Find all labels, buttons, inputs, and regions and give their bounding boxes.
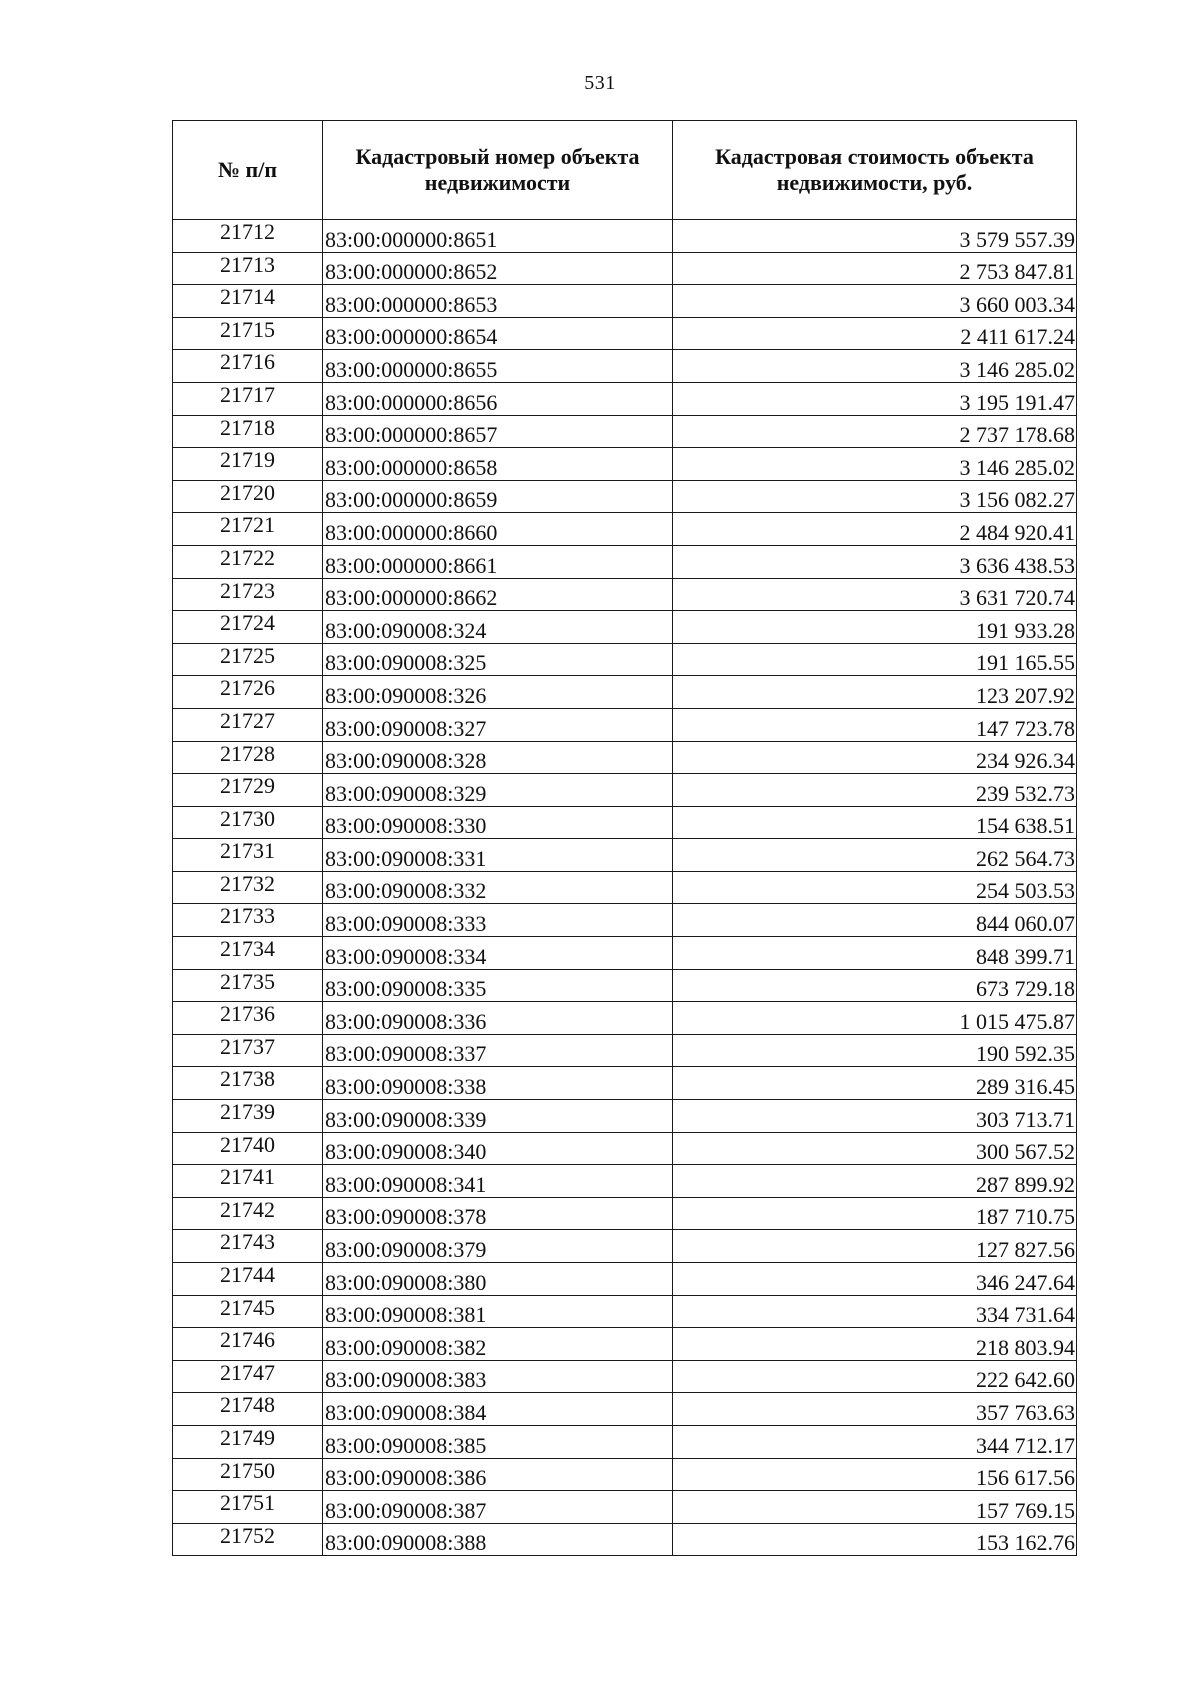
row-number-cell: 21737 bbox=[173, 1034, 323, 1067]
row-number-cell: 21719 bbox=[173, 448, 323, 481]
table-row bbox=[173, 415, 1077, 448]
cadastral-value-cell: 3 146 285.02 bbox=[673, 350, 1077, 383]
cadastral-value-cell: 222 642.60 bbox=[673, 1360, 1077, 1393]
row-number-cell: 21718 bbox=[173, 415, 323, 448]
cadastral-number-cell: 83:00:000000:8656 bbox=[323, 382, 673, 415]
row-number-cell: 21716 bbox=[173, 350, 323, 383]
cadastral-value-cell: 300 567.52 bbox=[673, 1132, 1077, 1165]
cadastral-number-cell: 83:00:090008:385 bbox=[323, 1425, 673, 1458]
cadastral-value-cell: 3 195 191.47 bbox=[673, 382, 1077, 415]
cadastral-value-cell: 191 933.28 bbox=[673, 611, 1077, 644]
table-row bbox=[173, 1360, 1077, 1393]
table-row bbox=[173, 1165, 1077, 1198]
cadastral-number-cell: 83:00:090008:327 bbox=[323, 708, 673, 741]
cadastral-value-cell: 254 503.53 bbox=[673, 871, 1077, 904]
row-number-cell: 21715 bbox=[173, 317, 323, 350]
row-number-cell: 21742 bbox=[173, 1197, 323, 1230]
header-num: № п/п bbox=[173, 121, 323, 220]
table-row bbox=[173, 285, 1077, 318]
cadastral-number-cell: 83:00:000000:8651 bbox=[323, 220, 673, 253]
table-row bbox=[173, 1034, 1077, 1067]
table-row bbox=[173, 1230, 1077, 1263]
table-row bbox=[173, 741, 1077, 774]
row-number-cell: 21746 bbox=[173, 1328, 323, 1361]
cadastral-number-cell: 83:00:090008:332 bbox=[323, 871, 673, 904]
cadastral-number-cell: 83:00:090008:383 bbox=[323, 1360, 673, 1393]
cadastral-value-cell: 154 638.51 bbox=[673, 806, 1077, 839]
cadastral-number-cell: 83:00:090008:340 bbox=[323, 1132, 673, 1165]
page-number: 531 bbox=[584, 72, 616, 94]
cadastral-value-cell: 190 592.35 bbox=[673, 1034, 1077, 1067]
cadastral-value-cell: 334 731.64 bbox=[673, 1295, 1077, 1328]
cadastral-number-cell: 83:00:090008:388 bbox=[323, 1523, 673, 1556]
row-number-cell: 21730 bbox=[173, 806, 323, 839]
cadastral-number-cell: 83:00:000000:8659 bbox=[323, 480, 673, 513]
cadastral-number-cell: 83:00:000000:8661 bbox=[323, 545, 673, 578]
row-number-cell: 21744 bbox=[173, 1263, 323, 1296]
cadastral-number-cell: 83:00:090008:378 bbox=[323, 1197, 673, 1230]
table-row bbox=[173, 1100, 1077, 1133]
row-number-cell: 21731 bbox=[173, 839, 323, 872]
cadastral-value-cell: 187 710.75 bbox=[673, 1197, 1077, 1230]
cadastral-number-cell: 83:00:000000:8652 bbox=[323, 252, 673, 285]
row-number-cell: 21714 bbox=[173, 285, 323, 318]
row-number-cell: 21739 bbox=[173, 1100, 323, 1133]
cadastral-value-cell: 3 156 082.27 bbox=[673, 480, 1077, 513]
row-number-cell: 21724 bbox=[173, 611, 323, 644]
row-number-cell: 21725 bbox=[173, 643, 323, 676]
table-row bbox=[173, 448, 1077, 481]
row-number-cell: 21723 bbox=[173, 578, 323, 611]
row-number-cell: 21741 bbox=[173, 1165, 323, 1198]
cadastral-value-cell: 262 564.73 bbox=[673, 839, 1077, 872]
cadastral-number-cell: 83:00:000000:8653 bbox=[323, 285, 673, 318]
cadastral-number-cell: 83:00:000000:8662 bbox=[323, 578, 673, 611]
cadastral-number-cell: 83:00:090008:333 bbox=[323, 904, 673, 937]
cadastral-value-cell: 844 060.07 bbox=[673, 904, 1077, 937]
row-number-cell: 21721 bbox=[173, 513, 323, 546]
table-row bbox=[173, 839, 1077, 872]
cadastral-number-cell: 83:00:090008:324 bbox=[323, 611, 673, 644]
table-row bbox=[173, 545, 1077, 578]
header-cadastral-number: Кадастровый номер объекта недвижимости bbox=[323, 121, 673, 220]
cadastral-value-cell: 191 165.55 bbox=[673, 643, 1077, 676]
cadastral-number-cell: 83:00:090008:382 bbox=[323, 1328, 673, 1361]
cadastral-value-cell: 673 729.18 bbox=[673, 969, 1077, 1002]
row-number-cell: 21727 bbox=[173, 708, 323, 741]
header-row bbox=[173, 121, 1077, 220]
row-number-cell: 21732 bbox=[173, 871, 323, 904]
cadastral-number-cell: 83:00:090008:341 bbox=[323, 1165, 673, 1198]
cadastral-number-cell: 83:00:090008:381 bbox=[323, 1295, 673, 1328]
cadastral-number-cell: 83:00:090008:379 bbox=[323, 1230, 673, 1263]
cadastral-number-cell: 83:00:000000:8660 bbox=[323, 513, 673, 546]
row-number-cell: 21749 bbox=[173, 1425, 323, 1458]
cadastral-value-cell: 289 316.45 bbox=[673, 1067, 1077, 1100]
row-number-cell: 21738 bbox=[173, 1067, 323, 1100]
row-number-cell: 21748 bbox=[173, 1393, 323, 1426]
cadastral-number-cell: 83:00:090008:328 bbox=[323, 741, 673, 774]
row-number-cell: 21752 bbox=[173, 1523, 323, 1556]
table-row bbox=[173, 774, 1077, 807]
cadastral-number-cell: 83:00:090008:380 bbox=[323, 1263, 673, 1296]
cadastral-value-cell: 848 399.71 bbox=[673, 937, 1077, 970]
row-number-cell: 21713 bbox=[173, 252, 323, 285]
row-number-cell: 21722 bbox=[173, 545, 323, 578]
cadastral-value-cell: 3 636 438.53 bbox=[673, 545, 1077, 578]
cadastral-number-cell: 83:00:090008:339 bbox=[323, 1100, 673, 1133]
cadastral-value-cell: 2 411 617.24 bbox=[673, 317, 1077, 350]
cadastral-value-cell: 156 617.56 bbox=[673, 1458, 1077, 1491]
cadastral-value-cell: 239 532.73 bbox=[673, 774, 1077, 807]
cadastral-number-cell: 83:00:090008:329 bbox=[323, 774, 673, 807]
table-row bbox=[173, 708, 1077, 741]
table-row bbox=[173, 480, 1077, 513]
cadastral-value-table bbox=[172, 120, 1077, 1556]
row-number-cell: 21726 bbox=[173, 676, 323, 709]
cadastral-number-cell: 83:00:090008:330 bbox=[323, 806, 673, 839]
table-row bbox=[173, 1263, 1077, 1296]
table-row bbox=[173, 1295, 1077, 1328]
table-row bbox=[173, 317, 1077, 350]
table-row bbox=[173, 1458, 1077, 1491]
table-header bbox=[173, 121, 1077, 220]
table-row bbox=[173, 1328, 1077, 1361]
cadastral-value-cell: 123 207.92 bbox=[673, 676, 1077, 709]
cadastral-value-cell: 1 015 475.87 bbox=[673, 1002, 1077, 1035]
table-row bbox=[173, 1132, 1077, 1165]
cadastral-value-cell: 218 803.94 bbox=[673, 1328, 1077, 1361]
table-row bbox=[173, 937, 1077, 970]
cadastral-value-cell: 3 146 285.02 bbox=[673, 448, 1077, 481]
cadastral-number-cell: 83:00:090008:335 bbox=[323, 969, 673, 1002]
table-row bbox=[173, 220, 1077, 253]
table-body bbox=[173, 220, 1077, 1556]
row-number-cell: 21751 bbox=[173, 1491, 323, 1524]
cadastral-value-cell: 287 899.92 bbox=[673, 1165, 1077, 1198]
table-row bbox=[173, 611, 1077, 644]
cadastral-value-cell: 3 631 720.74 bbox=[673, 578, 1077, 611]
cadastral-number-cell: 83:00:090008:338 bbox=[323, 1067, 673, 1100]
row-number-cell: 21720 bbox=[173, 480, 323, 513]
cadastral-number-cell: 83:00:090008:325 bbox=[323, 643, 673, 676]
table-row bbox=[173, 904, 1077, 937]
table-row bbox=[173, 513, 1077, 546]
cadastral-value-cell: 2 737 178.68 bbox=[673, 415, 1077, 448]
table-row bbox=[173, 1197, 1077, 1230]
cadastral-value-cell: 2 753 847.81 bbox=[673, 252, 1077, 285]
cadastral-value-cell: 344 712.17 bbox=[673, 1425, 1077, 1458]
header-cadastral-value: Кадастровая стоимость объекта недвижимости, руб. bbox=[673, 121, 1077, 220]
cadastral-number-cell: 83:00:090008:337 bbox=[323, 1034, 673, 1067]
table-row bbox=[173, 1425, 1077, 1458]
cadastral-number-cell: 83:00:000000:8657 bbox=[323, 415, 673, 448]
cadastral-value-cell: 303 713.71 bbox=[673, 1100, 1077, 1133]
table-row bbox=[173, 578, 1077, 611]
cadastral-number-cell: 83:00:000000:8654 bbox=[323, 317, 673, 350]
row-number-cell: 21728 bbox=[173, 741, 323, 774]
cadastral-value-cell: 3 579 557.39 bbox=[673, 220, 1077, 253]
cadastral-number-cell: 83:00:090008:384 bbox=[323, 1393, 673, 1426]
cadastral-value-cell: 346 247.64 bbox=[673, 1263, 1077, 1296]
cadastral-value-cell: 357 763.63 bbox=[673, 1393, 1077, 1426]
table-row bbox=[173, 1067, 1077, 1100]
cadastral-number-cell: 83:00:090008:387 bbox=[323, 1491, 673, 1524]
row-number-cell: 21747 bbox=[173, 1360, 323, 1393]
row-number-cell: 21717 bbox=[173, 382, 323, 415]
table-row bbox=[173, 252, 1077, 285]
cadastral-number-cell: 83:00:090008:331 bbox=[323, 839, 673, 872]
row-number-cell: 21750 bbox=[173, 1458, 323, 1491]
table-row bbox=[173, 969, 1077, 1002]
cadastral-value-cell: 3 660 003.34 bbox=[673, 285, 1077, 318]
cadastral-value-cell: 127 827.56 bbox=[673, 1230, 1077, 1263]
row-number-cell: 21735 bbox=[173, 969, 323, 1002]
cadastral-number-cell: 83:00:090008:334 bbox=[323, 937, 673, 970]
cadastral-value-cell: 153 162.76 bbox=[673, 1523, 1077, 1556]
table-row bbox=[173, 382, 1077, 415]
table-row bbox=[173, 643, 1077, 676]
cadastral-number-cell: 83:00:090008:326 bbox=[323, 676, 673, 709]
cadastral-value-cell: 234 926.34 bbox=[673, 741, 1077, 774]
row-number-cell: 21743 bbox=[173, 1230, 323, 1263]
row-number-cell: 21712 bbox=[173, 220, 323, 253]
row-number-cell: 21736 bbox=[173, 1002, 323, 1035]
table-row bbox=[173, 1523, 1077, 1556]
cadastral-number-cell: 83:00:000000:8655 bbox=[323, 350, 673, 383]
table-row bbox=[173, 676, 1077, 709]
row-number-cell: 21745 bbox=[173, 1295, 323, 1328]
table-row bbox=[173, 1393, 1077, 1426]
table-row bbox=[173, 806, 1077, 839]
row-number-cell: 21734 bbox=[173, 937, 323, 970]
table-row bbox=[173, 1491, 1077, 1524]
cadastral-number-cell: 83:00:000000:8658 bbox=[323, 448, 673, 481]
table-row bbox=[173, 871, 1077, 904]
cadastral-value-cell: 147 723.78 bbox=[673, 708, 1077, 741]
cadastral-value-cell: 157 769.15 bbox=[673, 1491, 1077, 1524]
cadastral-value-cell: 2 484 920.41 bbox=[673, 513, 1077, 546]
row-number-cell: 21729 bbox=[173, 774, 323, 807]
row-number-cell: 21740 bbox=[173, 1132, 323, 1165]
cadastral-number-cell: 83:00:090008:386 bbox=[323, 1458, 673, 1491]
table-row bbox=[173, 1002, 1077, 1035]
cadastral-number-cell: 83:00:090008:336 bbox=[323, 1002, 673, 1035]
table-row bbox=[173, 350, 1077, 383]
row-number-cell: 21733 bbox=[173, 904, 323, 937]
